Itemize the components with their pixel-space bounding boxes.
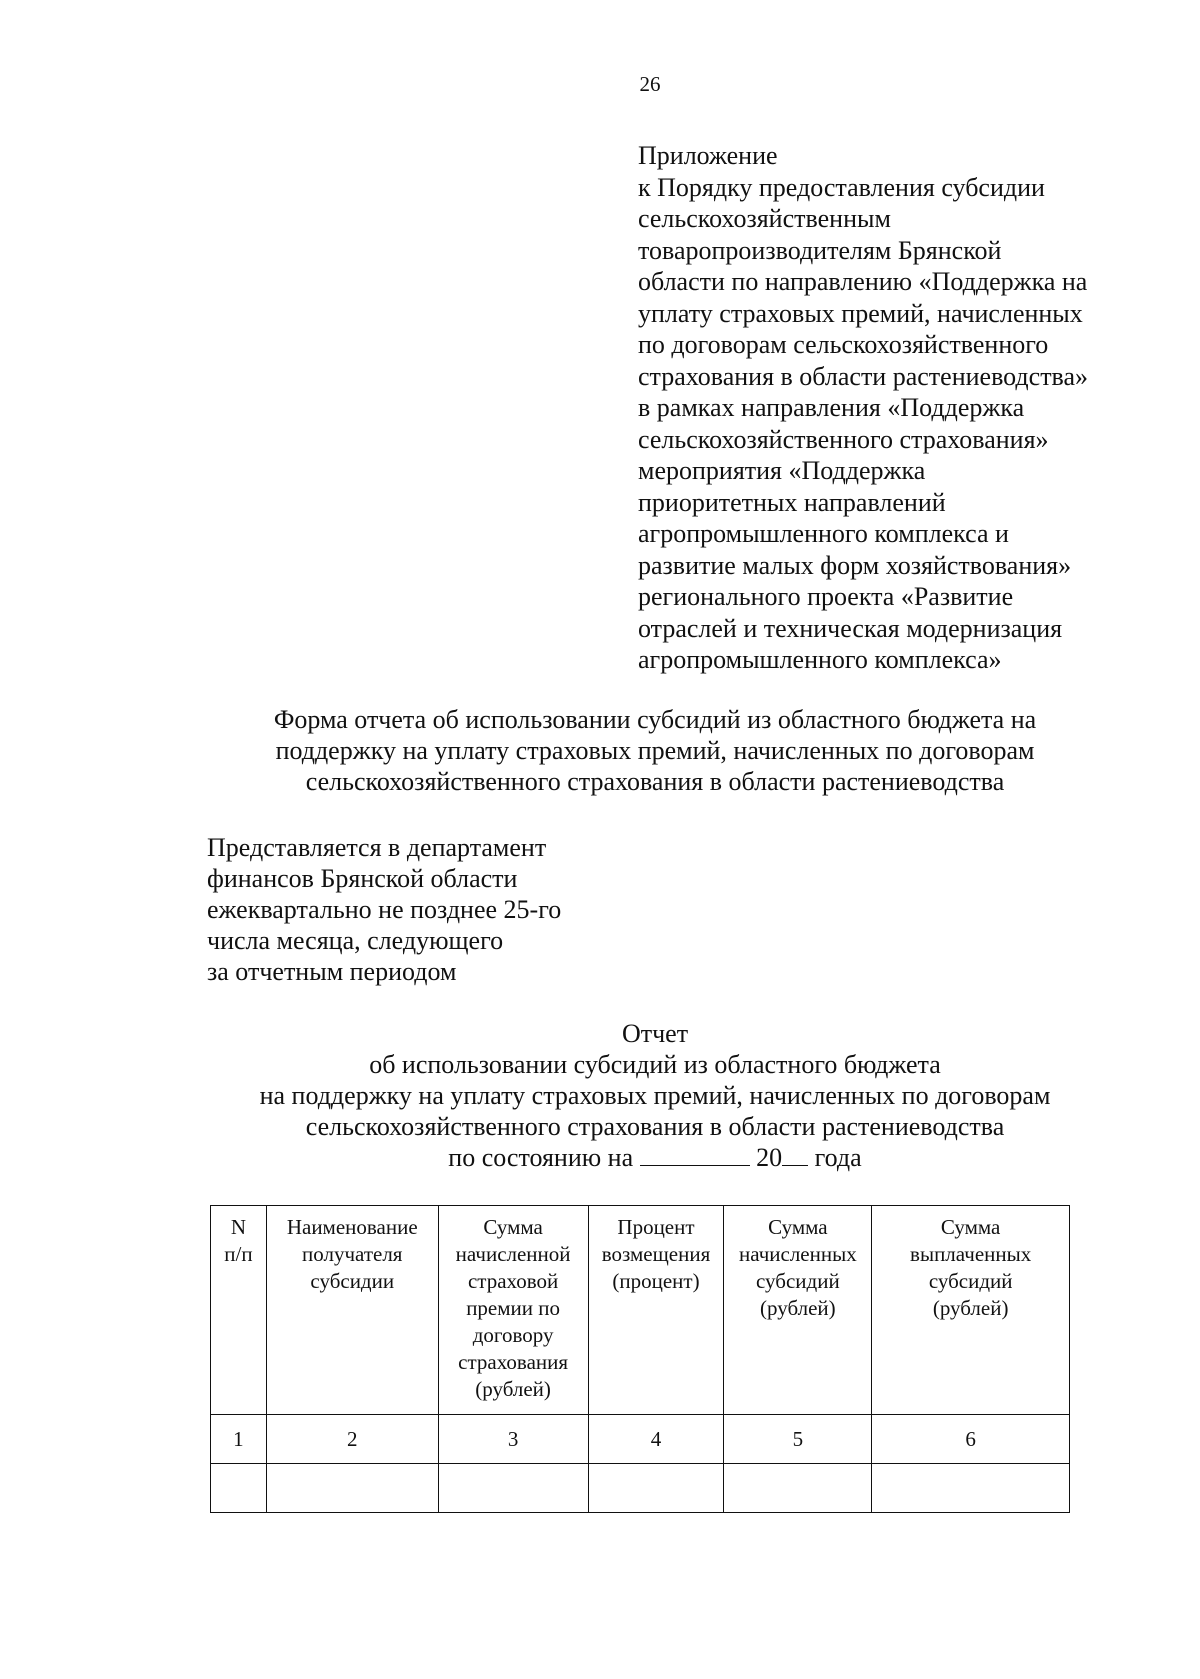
- submission-note: [207, 832, 627, 987]
- column-number-cell: 3: [438, 1415, 588, 1464]
- table-row: [211, 1464, 1070, 1513]
- report-subtitle-line: на поддержку на уплату страховых премий, начисленных по договорам: [259, 1081, 1051, 1110]
- form-title-line: сельскохозяйственного страхования в области растениеводства: [305, 767, 1005, 796]
- table-cell: [211, 1464, 267, 1513]
- report-heading: [160, 1018, 1150, 1173]
- column-number-cell: 6: [872, 1415, 1070, 1464]
- table-column-number-row: [211, 1415, 1070, 1464]
- appendix-line: агропромышленного комплекса и: [638, 519, 1009, 548]
- header-cell-number: N п/п: [211, 1206, 267, 1415]
- report-subtitle-line: об использовании субсидий из областного бюджета: [369, 1050, 941, 1079]
- table-cell: [266, 1464, 438, 1513]
- appendix-line: страхования в области растениеводства»: [638, 361, 1089, 391]
- header-cell-premium-amount: Сумма начисленной страховой премии по договору страхования (рублей): [438, 1206, 588, 1415]
- appendix-line: по договорам сельскохозяйственного: [638, 330, 1049, 359]
- appendix-line: уплату страховых премий, начисленных: [638, 298, 1083, 328]
- submission-line: Представляется в департамент: [207, 833, 547, 862]
- appendix-line: области по направлению «Поддержка на: [638, 267, 1088, 296]
- column-number-cell: 2: [266, 1415, 438, 1464]
- appendix-line: товаропроизводителям Брянской: [638, 235, 1002, 265]
- header-cell-accrued-subsidies: Сумма начисленных субсидий (рублей): [724, 1206, 872, 1415]
- header-cell-recipient: Наименование получателя субсидии: [266, 1206, 438, 1415]
- report-date-line: [160, 1142, 1150, 1173]
- submission-line: ежеквартально не позднее 25-го: [207, 895, 562, 924]
- date-year-prefix: 20: [756, 1143, 783, 1172]
- appendix-line: к Порядку предоставления субсидии: [638, 172, 1045, 202]
- appendix-block: [638, 140, 1138, 676]
- column-number-cell: 1: [211, 1415, 267, 1464]
- appendix-line: приоритетных направлений: [638, 487, 946, 517]
- page-number: 26: [639, 72, 661, 96]
- header-cell-reimbursement-percent: Процент возмещения (процент): [588, 1206, 724, 1415]
- report-table: [210, 1205, 1070, 1513]
- appendix-line: отраслей и техническая модернизация: [638, 613, 1063, 643]
- appendix-line: сельскохозяйственного страхования»: [638, 424, 1049, 454]
- date-suffix: года: [814, 1143, 862, 1172]
- appendix-line: развитие малых форм хозяйствования»: [638, 550, 1072, 580]
- table-cell: [872, 1464, 1070, 1513]
- submission-line: за отчетным периодом: [207, 957, 457, 986]
- table-cell: [724, 1464, 872, 1513]
- submission-line: финансов Брянской области: [207, 864, 518, 893]
- report-subtitle-line: сельскохозяйственного страхования в области растениеводства: [305, 1112, 1005, 1141]
- column-number-cell: 4: [588, 1415, 724, 1464]
- appendix-line: сельскохозяйственным: [638, 204, 891, 233]
- table-cell: [588, 1464, 724, 1513]
- report-title: Отчет: [621, 1019, 689, 1048]
- appendix-line: агропромышленного комплекса»: [638, 645, 1002, 674]
- appendix-line: в рамках направления «Поддержка: [638, 393, 1025, 422]
- year-blank: [782, 1143, 808, 1166]
- date-prefix: по состоянию на: [448, 1143, 634, 1172]
- date-blank: [640, 1143, 750, 1166]
- table-header-row: [211, 1206, 1070, 1415]
- table-cell: [438, 1464, 588, 1513]
- appendix-line: мероприятия «Поддержка: [638, 456, 926, 485]
- appendix-line: регионального проекта «Развитие: [638, 582, 1014, 611]
- submission-line: числа месяца, следующего: [207, 926, 504, 955]
- form-title: [160, 704, 1150, 797]
- column-number-cell: 5: [724, 1415, 872, 1464]
- appendix-line: Приложение: [638, 141, 778, 170]
- header-cell-paid-subsidies: Сумма выплаченных субсидий (рублей): [872, 1206, 1070, 1415]
- form-title-line: поддержку на уплату страховых премий, начисленных по договорам: [275, 736, 1035, 765]
- form-title-line: Форма отчета об использовании субсидий из областного бюджета на: [273, 705, 1037, 734]
